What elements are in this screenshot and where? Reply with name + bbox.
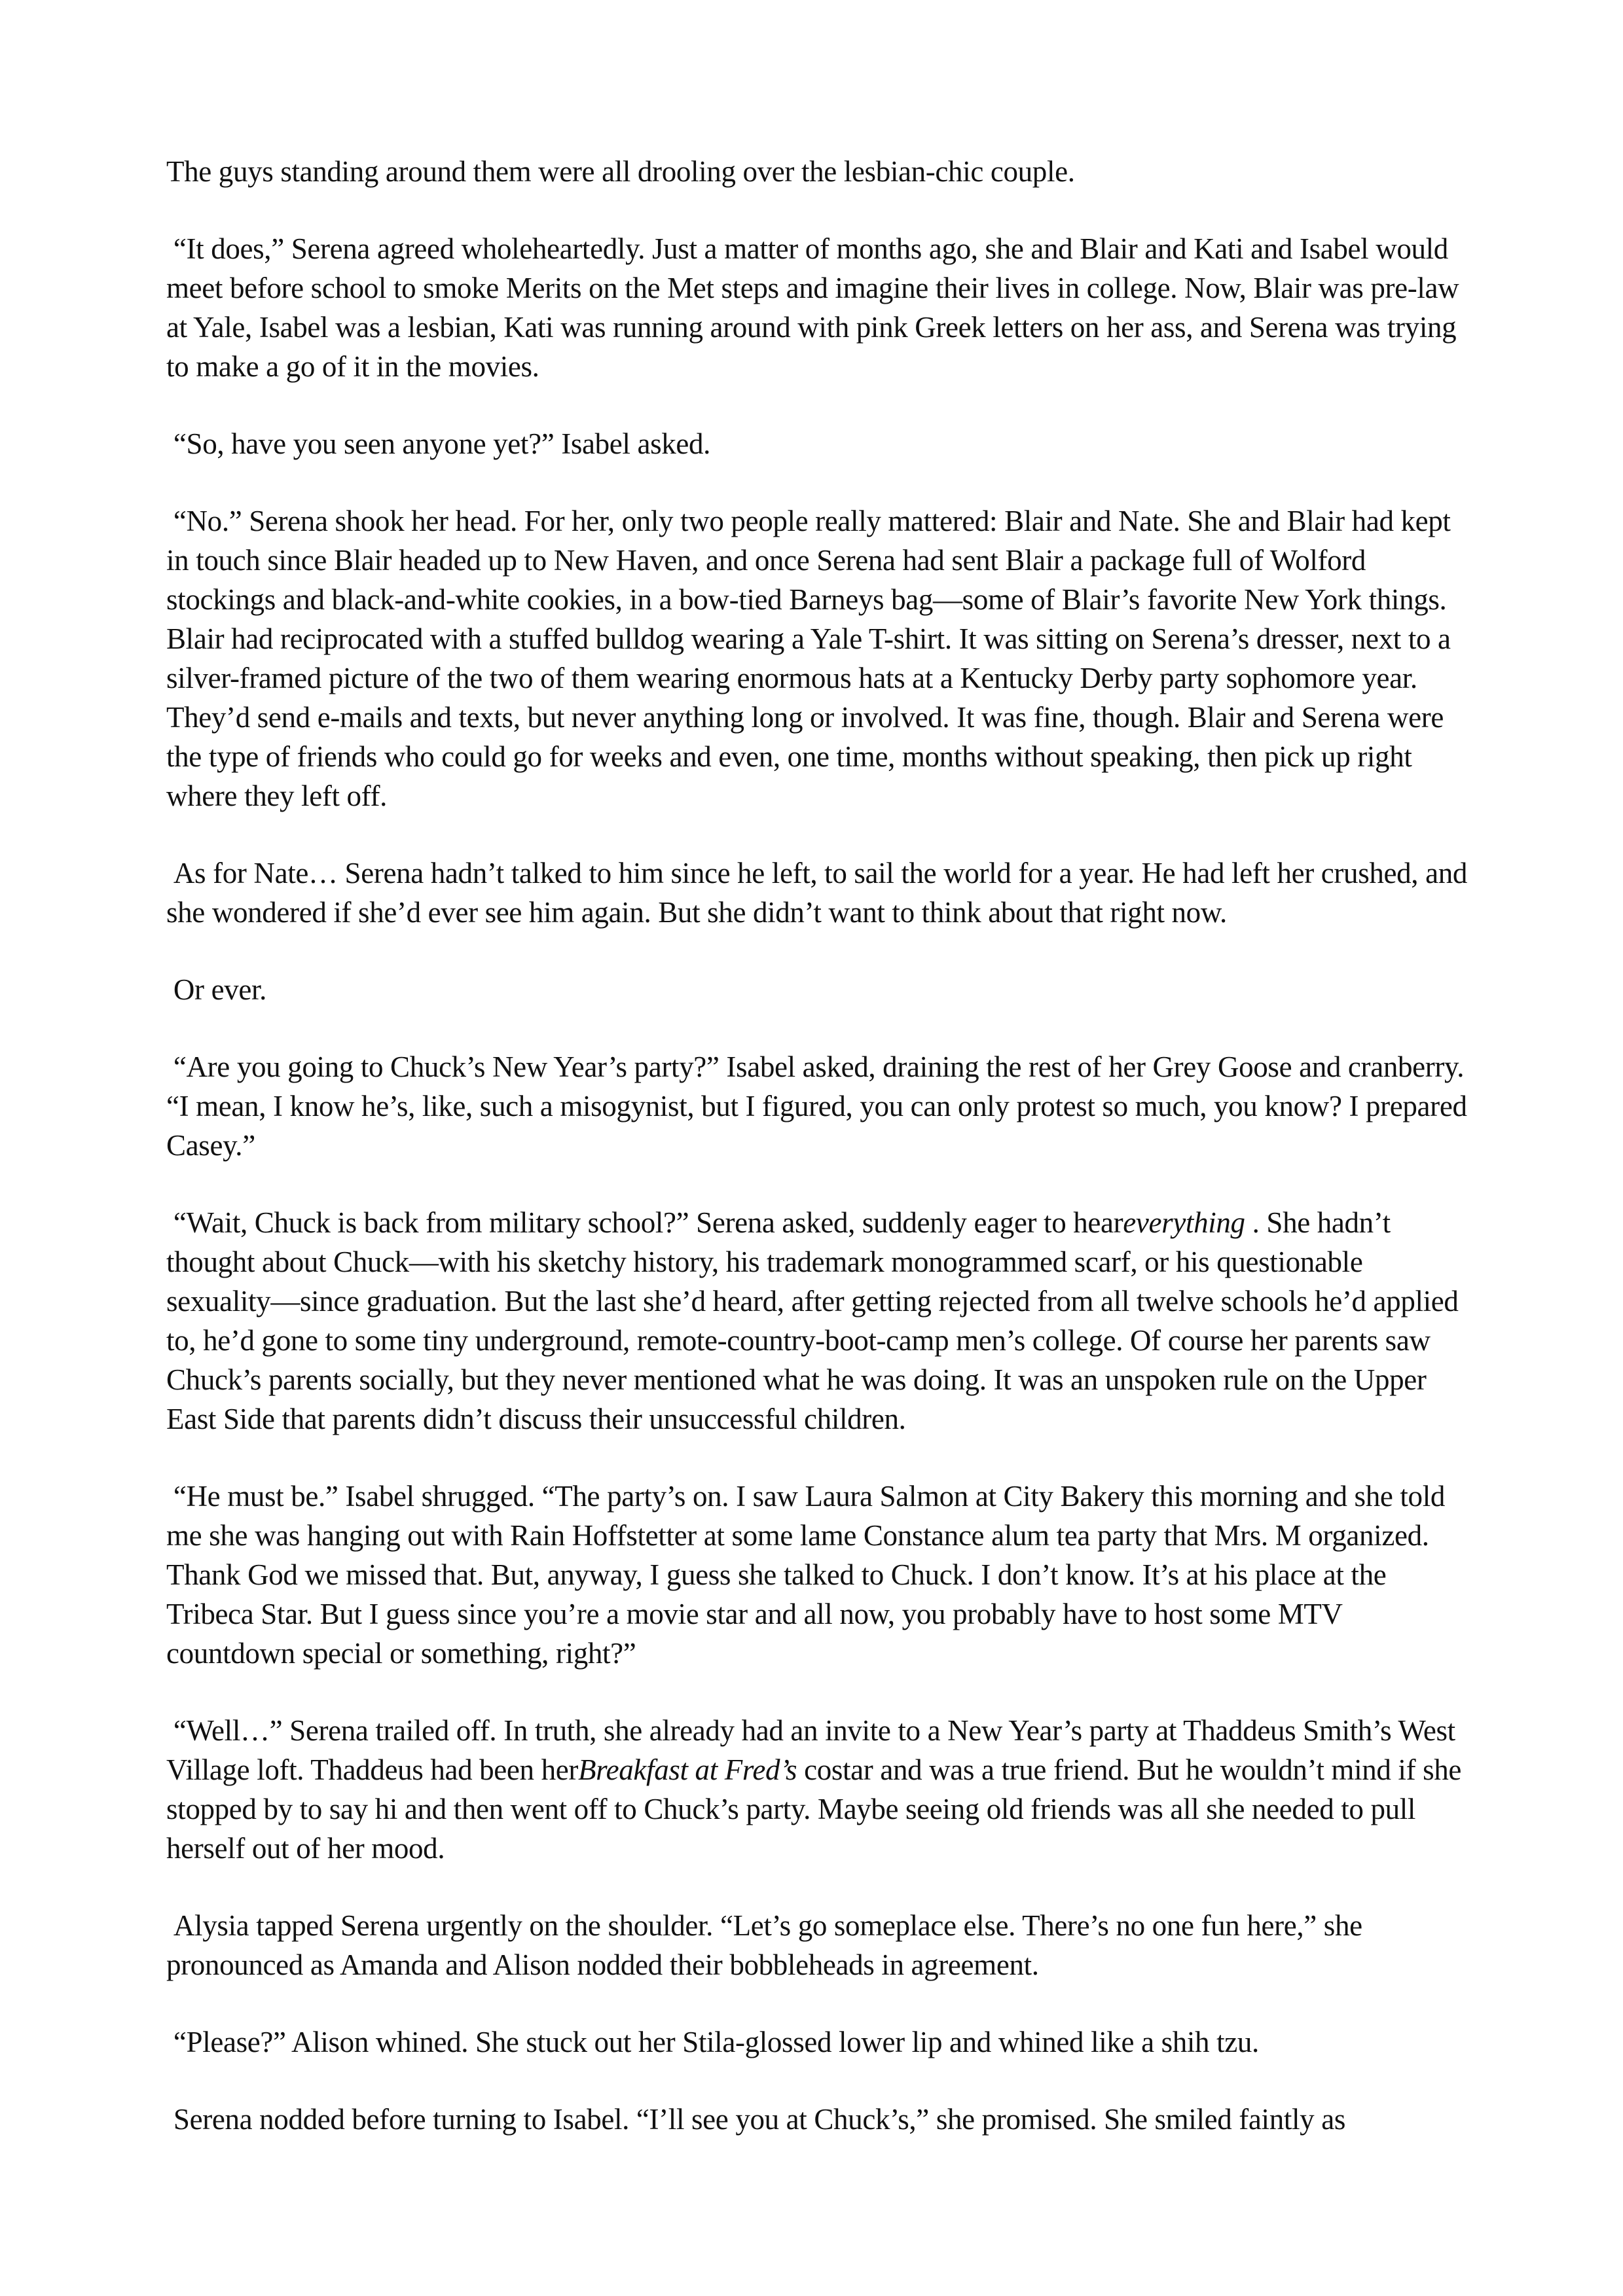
paragraph: Serena nodded before turning to Isabel. “I’ll see you at Chuck’s,” she promised. She smiled faintly as bbox=[166, 2103, 1345, 2136]
paragraph: Alysia tapped Serena urgently on the shoulder. “Let’s go someplace else. There’s no one fun here,” she pronounced as Amanda and Alison nodded their bobbleheads in agreement. bbox=[166, 1909, 1370, 1981]
paragraph: “He must be.” Isabel shrugged. “The party’s on. I saw Laura Salmon at City Bakery this morning and she told me she was hanging out with Rain Hoffstetter at some lame Constance alum tea party that Mrs. M organized. Thank God we missed that. But, anyway, I guess she talked to Chuck. I don’t know. It’s at his place at the Tribeca Star. But I guess since you’re a movie star and all now, you probably have to host some MTV countdown special or something, right?” bbox=[166, 1480, 1452, 1670]
paragraph: Or ever. bbox=[166, 973, 267, 1006]
body-text bbox=[166, 152, 1474, 2139]
paragraph bbox=[166, 1203, 1469, 1439]
paragraph bbox=[166, 1711, 1469, 1868]
paragraph: As for Nate… Serena hadn’t talked to him since he left, to sail the world for a year. He had left her crushed, and she wondered if she’d ever see him again. But she didn’t want to think about that right now. bbox=[166, 857, 1474, 929]
italic-emphasis: everything bbox=[1123, 1206, 1245, 1239]
paragraph-text: “Well…” Serena trailed off. In truth, she already had an invite to a New Year’s party at Thaddeus Smith’s West Village loft. Thaddeus had been her bbox=[166, 1714, 1462, 1786]
paragraph-text: . She hadn’t thought about Chuck—with his sketchy history, his trademark monogrammed scarf, or his questionable sexuality—since graduation. But the last she’d heard, after getting rejected from all twelve schools he’d applied to, he’d gone to some tiny underground, remote-country-boot-camp men’s college. Of course her parents saw Chuck’s parents socially, but they never mentioned what he was doing. It was an unspoken rule on the Upper East Side that parents didn’t discuss their unsuccessful children. bbox=[166, 1206, 1466, 1435]
paragraph: “So, have you seen anyone yet?” Isabel asked. bbox=[166, 427, 711, 460]
paragraph: “No.” Serena shook her head. For her, only two people really mattered: Blair and Nate. She and Blair had kept in touch since Blair headed up to New Haven, and once Serena had sent Blair a package full of Wolford stockings and black-and-white cookies, in a bow-tied Barneys bag—some of Blair’s favorite New York things. Blair had reciprocated with a stuffed bulldog wearing a Yale T-shirt. It was sitting on Serena’s dresser, next to a silver-framed picture of the two of them wearing enormous hats at a Kentucky Derby party sophomore year. They’d send e-mails and texts, but never anything long or involved. It was fine, though. Blair and Serena were the type of friends who could go for weeks and even, one time, months without speaking, then pick up right where they left off. bbox=[166, 505, 1458, 812]
paragraph-text: “Wait, Chuck is back from military school?” Serena asked, suddenly eager to hear bbox=[166, 1206, 1123, 1239]
paragraph: “Please?” Alison whined. She stuck out her Stila-glossed lower lip and whined like a shih tzu. bbox=[166, 2026, 1259, 2058]
paragraph: “It does,” Serena agreed wholeheartedly. Just a matter of months ago, she and Blair and Kati and Isabel would meet before school to smoke Merits on the Met steps and imagine their lives in college. Now, Blair was pre-law at Yale, Isabel was a lesbian, Kati was running around with pink Greek letters on her ass, and Serena was trying to make a go of it in the movies. bbox=[166, 232, 1467, 383]
italic-title: Breakfast at Fred’s bbox=[578, 1753, 797, 1786]
paragraph-text: costar and was a true friend. But he wouldn’t mind if she stopped by to say hi and then went off to Chuck’s party. Maybe seeing old friends was all she needed to pull herself out of her mood. bbox=[166, 1753, 1468, 1865]
paragraph: “Are you going to Chuck’s New Year’s party?” Isabel asked, draining the rest of her Grey Goose and cranberry. “I mean, I know he’s, like, such a misogynist, but I figured, you can only protest so much, you know? I prepared Casey.” bbox=[166, 1050, 1474, 1162]
paragraph: The guys standing around them were all drooling over the lesbian-chic couple. bbox=[166, 155, 1075, 188]
